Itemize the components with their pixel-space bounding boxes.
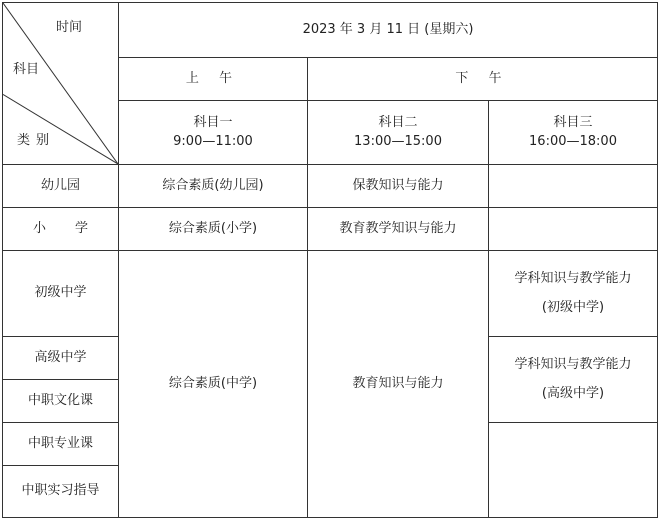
- subject-one-name: 科目一: [193, 115, 233, 131]
- kindergarten-subject-one: 综合素质(幼儿园): [119, 165, 308, 208]
- subject-one-time: 9:00—11:00: [173, 133, 253, 149]
- exam-schedule-table: [2, 2, 658, 518]
- junior-subject-three-line2: (初级中学): [541, 299, 605, 315]
- exam-date: 2023 年 3 月 11 日 (星期六): [119, 3, 658, 58]
- secondary-subject-one: 综合素质(中学): [119, 251, 308, 518]
- category-vocational-major: 中职专业课: [3, 423, 119, 466]
- subject-three-header: [489, 101, 658, 165]
- subject-three-time: 16:00—18:00: [529, 133, 617, 149]
- category-primary: 小 学: [3, 208, 119, 251]
- secondary-subject-two: 教育知识与能力: [308, 251, 489, 518]
- vocational-subject-three: [489, 423, 658, 518]
- subject-three-name: 科目三: [553, 115, 593, 131]
- subject-one-header: [119, 101, 308, 165]
- primary-subject-one: 综合素质(小学): [119, 208, 308, 251]
- morning-header: 上 午: [119, 58, 308, 101]
- kindergarten-subject-two: 保教知识与能力: [308, 165, 489, 208]
- senior-subject-three-line2: (高级中学): [541, 385, 605, 401]
- corner-label-category: 类别: [17, 132, 56, 148]
- primary-subject-two: 教育教学知识与能力: [308, 208, 489, 251]
- primary-subject-three: [489, 208, 658, 251]
- subject-two-time: 13:00—15:00: [354, 133, 442, 149]
- category-kindergarten: 幼儿园: [3, 165, 119, 208]
- category-vocational-culture: 中职文化课: [3, 380, 119, 423]
- subject-two-header: [308, 101, 489, 165]
- senior-subject-three-line1: 学科知识与教学能力: [514, 357, 632, 373]
- junior-subject-three: [489, 251, 658, 337]
- header-corner-cell: [3, 3, 119, 165]
- corner-label-subject: 科目: [13, 62, 40, 77]
- afternoon-header: 下 午: [308, 58, 658, 101]
- senior-subject-three: [489, 337, 658, 423]
- junior-subject-three-line1: 学科知识与教学能力: [514, 271, 632, 287]
- category-junior: 初级中学: [3, 251, 119, 337]
- table-row: [3, 208, 658, 251]
- category-senior: 高级中学: [3, 337, 119, 380]
- category-vocational-practice: 中职实习指导: [3, 466, 119, 518]
- table-row: [3, 251, 658, 337]
- kindergarten-subject-three: [489, 165, 658, 208]
- subject-two-name: 科目二: [378, 115, 418, 131]
- table-row: [3, 165, 658, 208]
- corner-label-time: 时间: [55, 20, 82, 35]
